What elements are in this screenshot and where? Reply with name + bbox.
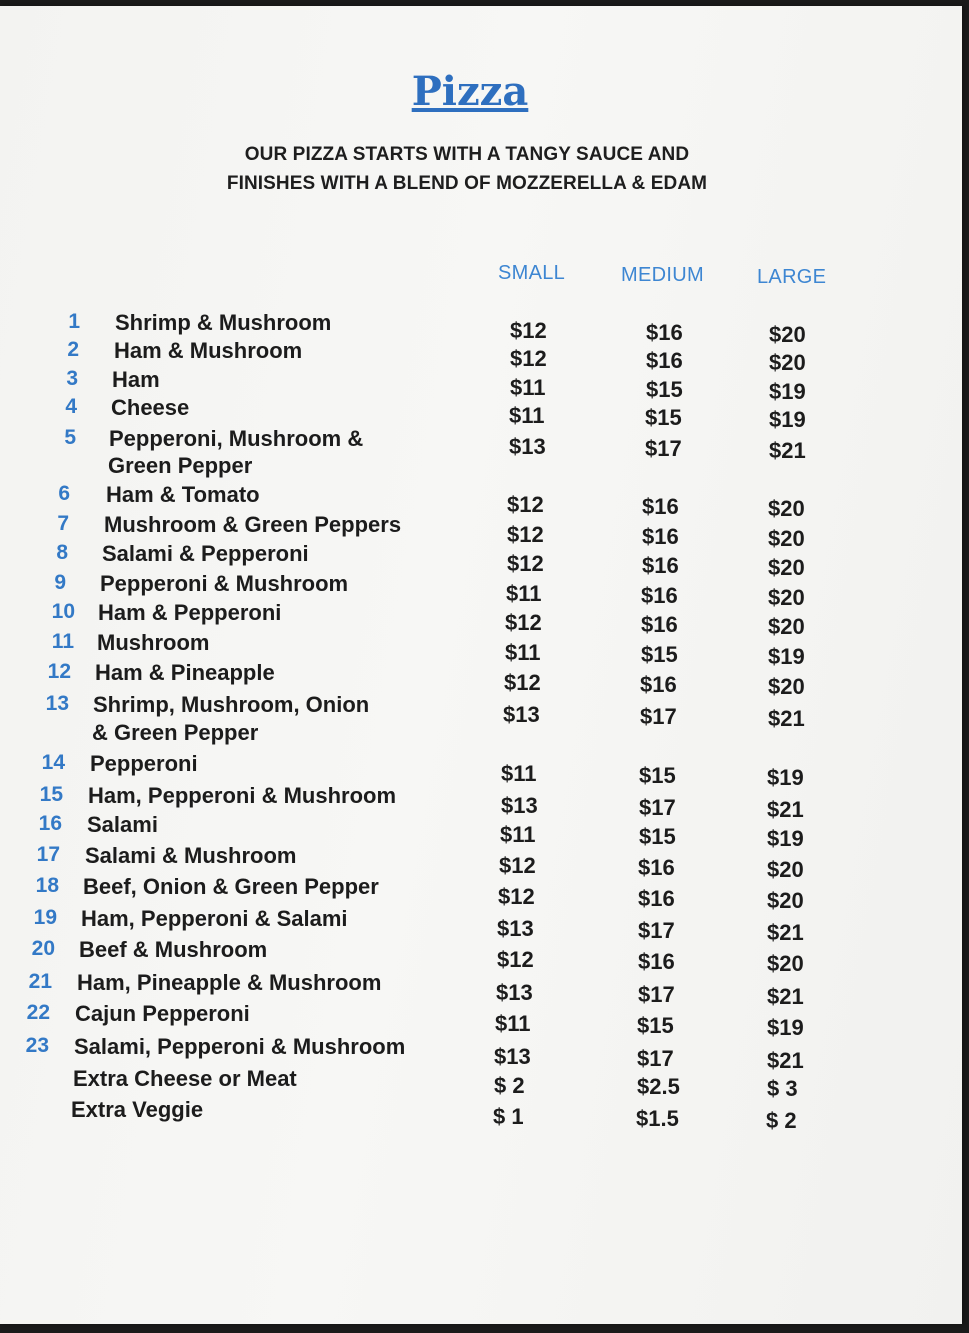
item-name: Cajun Pepperoni: [75, 1001, 250, 1026]
price-medium: $16: [642, 524, 679, 549]
item-name-continued: Green Pepper: [108, 453, 253, 478]
item-name: Ham: [112, 367, 160, 392]
menu-item-row: [0, 630, 940, 669]
menu-item-row: [0, 692, 940, 731]
menu-item-row: [0, 660, 940, 699]
price-medium: $15: [641, 642, 678, 667]
item-name: Cheese: [111, 395, 190, 420]
price-small: $ 1: [493, 1104, 524, 1129]
price-small: $11: [505, 640, 541, 665]
menu-item-row: [0, 906, 940, 945]
menu-item-row: [0, 600, 940, 639]
price-small: $12: [497, 947, 534, 972]
item-name: Ham, Pineapple & Mushroom: [77, 970, 382, 995]
price-small: $12: [507, 492, 544, 517]
item-number: 8: [56, 541, 68, 564]
item-number: 15: [39, 783, 63, 806]
item-number: 20: [31, 937, 55, 960]
item-number: 22: [26, 1001, 50, 1024]
price-small: $11: [495, 1011, 531, 1036]
item-number: 17: [36, 843, 60, 866]
item-number: 4: [65, 395, 77, 418]
price-small: $11: [509, 403, 545, 428]
menu-item-row: [0, 783, 940, 822]
menu-title: Pizza: [411, 68, 529, 115]
item-name: Ham & Pineapple: [95, 660, 275, 685]
price-small: $13: [494, 1044, 531, 1069]
item-name: Shrimp, Mushroom, Onion: [93, 692, 370, 717]
price-large: $20: [768, 496, 805, 521]
price-medium: $15: [637, 1013, 674, 1038]
item-number: 5: [64, 426, 76, 449]
column-header-medium: MEDIUM: [621, 264, 704, 286]
column-header-small: SMALL: [498, 262, 566, 284]
price-large: $ 2: [766, 1108, 797, 1133]
item-number: 10: [51, 600, 75, 623]
price-large: $20: [768, 614, 805, 639]
menu-item-row: [0, 426, 940, 463]
menu-item-row: [0, 541, 940, 580]
item-number: 11: [51, 630, 74, 653]
price-large: $20: [767, 888, 804, 913]
menu-item-row: [0, 512, 940, 551]
price-small: $11: [500, 822, 536, 847]
item-name: Salami & Pepperoni: [102, 541, 309, 566]
item-number: 16: [38, 812, 62, 835]
price-small: $13: [501, 793, 538, 818]
price-medium: $2.5: [637, 1074, 680, 1099]
item-name: Ham & Pepperoni: [98, 600, 282, 625]
item-name: Beef & Mushroom: [79, 937, 268, 962]
price-medium: $16: [638, 949, 675, 974]
price-medium: $17: [638, 982, 675, 1007]
item-name: Extra Cheese or Meat: [73, 1066, 297, 1091]
price-small: $12: [505, 610, 542, 635]
price-small: $11: [506, 581, 542, 606]
menu-item-row: [0, 367, 940, 404]
menu-item-row: [0, 1001, 940, 1040]
price-large: $21: [767, 797, 804, 822]
menu-item-row: [0, 1097, 940, 1133]
menu-item-row: [0, 338, 940, 375]
item-number: 13: [45, 692, 69, 715]
item-number: 9: [54, 571, 66, 594]
price-medium: $16: [640, 672, 677, 697]
price-small: $13: [497, 916, 534, 941]
item-number: 23: [25, 1034, 49, 1057]
price-large: $20: [768, 555, 805, 580]
price-small: $12: [507, 522, 544, 547]
price-medium: $17: [638, 918, 675, 943]
item-number: 6: [58, 482, 70, 505]
item-number: 14: [41, 751, 65, 774]
item-number: 2: [67, 338, 79, 361]
item-number: 21: [28, 970, 52, 993]
item-name: Shrimp & Mushroom: [115, 310, 332, 335]
price-large: $21: [768, 706, 805, 731]
price-medium: $15: [639, 824, 676, 849]
item-name: Beef, Onion & Green Pepper: [83, 874, 379, 899]
price-small: $13: [509, 434, 546, 459]
price-large: $21: [769, 438, 806, 463]
price-large: $19: [767, 1015, 804, 1040]
item-number: 18: [35, 874, 59, 897]
price-small: $12: [499, 853, 536, 878]
menu-item-row: [0, 571, 940, 610]
price-large: $20: [768, 585, 805, 610]
item-name: Pepperoni: [90, 751, 198, 776]
price-medium: $17: [639, 795, 676, 820]
menu-item-row: [0, 1066, 940, 1101]
price-large: $20: [768, 674, 805, 699]
price-small: $12: [507, 551, 544, 576]
price-large: $21: [767, 920, 804, 945]
price-large: $20: [769, 322, 806, 347]
menu-item-row: [0, 937, 940, 976]
price-medium: $17: [637, 1046, 674, 1071]
price-large: $19: [769, 379, 806, 404]
item-name: Salami: [87, 812, 158, 837]
item-name: Pepperoni & Mushroom: [100, 571, 349, 596]
item-name: Ham, Pepperoni & Salami: [81, 906, 348, 931]
price-small: $12: [510, 346, 547, 371]
price-large: $21: [767, 1048, 804, 1073]
price-large: $ 3: [767, 1076, 798, 1101]
menu-item-row: [0, 1034, 940, 1073]
price-medium: $16: [641, 583, 678, 608]
menu-item-row: [0, 482, 940, 521]
price-medium: $16: [641, 612, 678, 637]
menu-subtitle-line-2: FINISHES WITH A BLEND OF MOZZERELLA & EDAM: [226, 173, 708, 194]
menu-item-row: [0, 812, 940, 851]
price-medium: $15: [639, 763, 676, 788]
price-small: $13: [496, 980, 533, 1005]
item-number: 19: [33, 906, 57, 929]
menu-item-row: [0, 843, 940, 882]
price-small: $12: [510, 318, 547, 343]
price-medium: $16: [638, 886, 675, 911]
price-large: $20: [768, 526, 805, 551]
item-name: Ham & Mushroom: [114, 338, 303, 363]
menu-item-row: [0, 874, 940, 913]
price-large: $20: [767, 857, 804, 882]
item-name: Mushroom: [97, 630, 210, 655]
price-small: $12: [498, 884, 535, 909]
item-number: 1: [68, 310, 80, 333]
price-medium: $1.5: [636, 1106, 679, 1131]
price-large: $19: [768, 644, 805, 669]
item-name: Salami & Mushroom: [85, 843, 297, 868]
menu-subtitle-line-1: OUR PIZZA STARTS WITH A TANGY SAUCE AND: [244, 144, 690, 165]
item-name: Mushroom & Green Peppers: [104, 512, 402, 537]
price-medium: $16: [646, 320, 683, 345]
item-name: Ham, Pepperoni & Mushroom: [88, 783, 397, 808]
price-medium: $15: [645, 405, 682, 430]
price-medium: $17: [640, 704, 677, 729]
price-large: $19: [767, 765, 804, 790]
item-number: 12: [47, 660, 71, 683]
item-name-continued: & Green Pepper: [92, 720, 259, 745]
item-name: Extra Veggie: [71, 1097, 204, 1122]
menu-page: [0, 6, 962, 1324]
price-medium: $17: [645, 436, 682, 461]
menu-item-row: [0, 310, 940, 347]
price-small: $12: [504, 670, 541, 695]
column-header-large: LARGE: [757, 266, 827, 288]
menu-item-row: [0, 751, 940, 790]
item-name: Salami, Pepperoni & Mushroom: [74, 1034, 406, 1059]
item-number: 7: [57, 512, 69, 535]
menu-item-row: [0, 970, 940, 1009]
price-medium: $16: [642, 553, 679, 578]
price-small: $ 2: [494, 1073, 525, 1098]
price-small: $13: [503, 702, 540, 727]
price-medium: $16: [638, 855, 675, 880]
item-name: Ham & Tomato: [106, 482, 260, 507]
price-large: $20: [767, 951, 804, 976]
price-medium: $15: [646, 377, 683, 402]
menu-item-row: [0, 395, 940, 432]
price-medium: $16: [646, 348, 683, 373]
price-large: $19: [769, 407, 806, 432]
price-large: $20: [769, 350, 806, 375]
price-large: $21: [767, 984, 804, 1009]
price-small: $11: [510, 375, 546, 400]
price-large: $19: [767, 826, 804, 851]
item-number: 3: [66, 367, 78, 390]
price-medium: $16: [642, 494, 679, 519]
item-name: Pepperoni, Mushroom &: [109, 426, 364, 451]
price-small: $11: [501, 761, 537, 786]
